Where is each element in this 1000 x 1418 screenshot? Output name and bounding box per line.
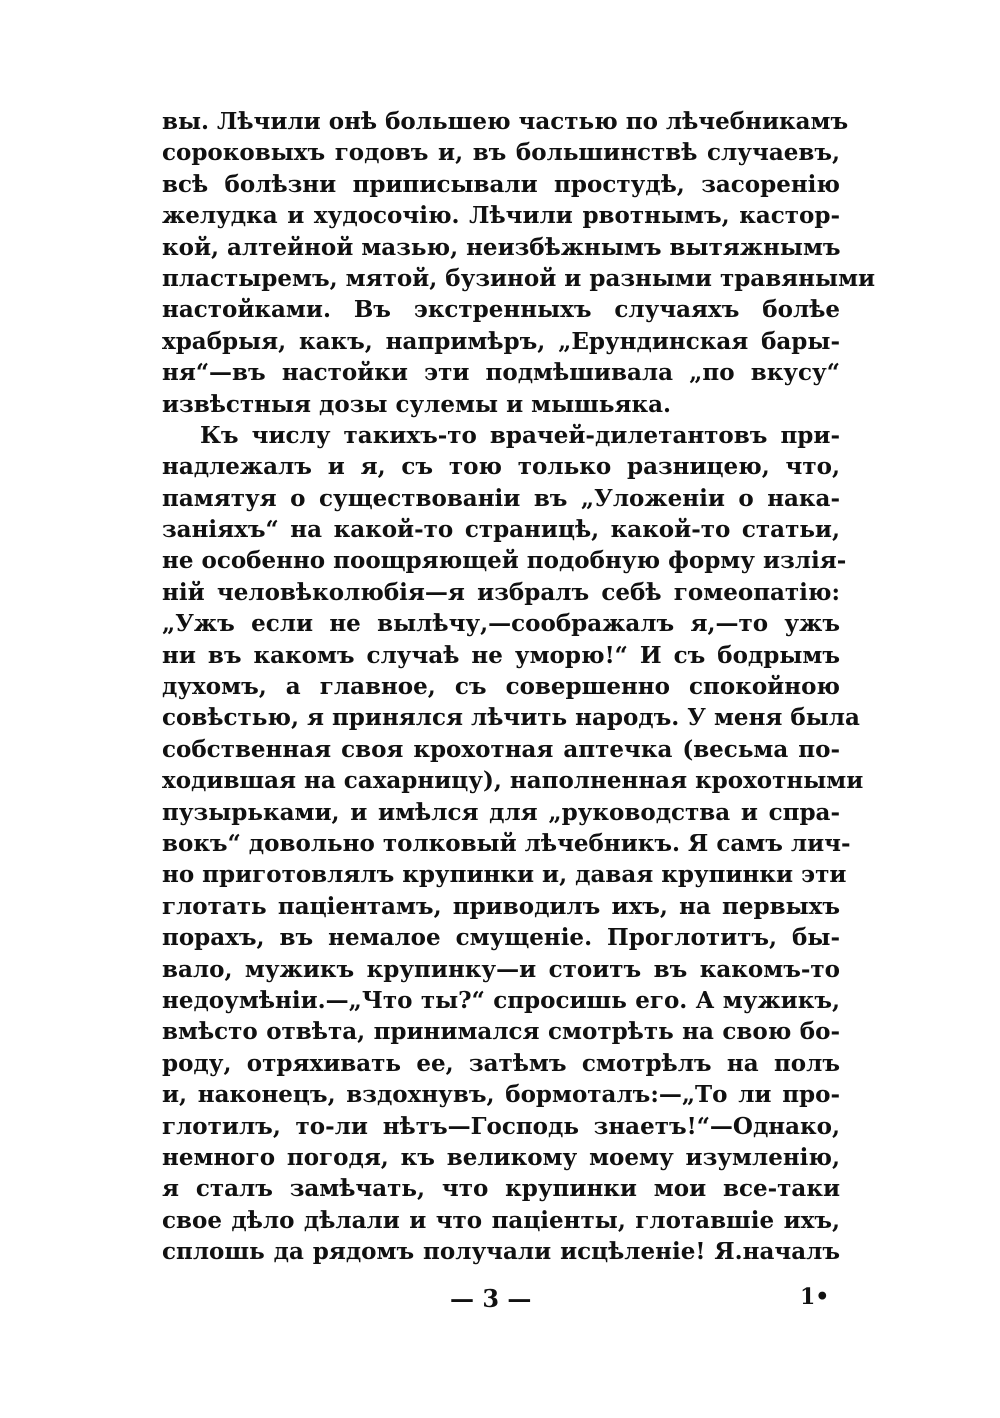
text-line: настойками. Въ экстренныхъ случаяхъ болѣе bbox=[162, 296, 840, 324]
page-footer bbox=[162, 1284, 840, 1318]
text-line: вало, мужикъ крупинку—и стоитъ въ какомъ-то bbox=[162, 955, 840, 983]
text-line: храбрыя, какъ, напримѣръ, „Ерундинская бары- bbox=[162, 327, 840, 355]
text-line: сороковыхъ годовъ и, въ большинствѣ случаевъ, bbox=[162, 139, 840, 167]
text-line: не особенно поощряющей подобную форму излія- bbox=[162, 547, 847, 575]
text-line: совѣстью, я принялся лѣчить народъ. У меня была bbox=[162, 704, 860, 732]
text-line: желудка и худосочію. Лѣчили рвотнымъ, кастор- bbox=[162, 202, 840, 230]
paragraph-2 bbox=[162, 420, 864, 1268]
text-line: заніяхъ“ на какой-то страницѣ, какой-то статьи, bbox=[162, 516, 840, 544]
text-line: ня“—въ настойки эти подмѣшивала „по вкусу“ bbox=[162, 359, 840, 387]
text-line: недоумѣніи.—„Что ты?“ спросишь его. А мужикъ, bbox=[162, 986, 840, 1014]
text-line: вокъ“ довольно толковый лѣчебникъ. Я самъ лич- bbox=[162, 829, 851, 857]
text-line: немного погодя, къ великому моему изумленію, bbox=[162, 1143, 840, 1171]
text-line: пузырьками, и имѣлся для „руководства и спра- bbox=[162, 798, 840, 826]
text-line: глотать паціентамъ, приводилъ ихъ, на первыхъ bbox=[162, 892, 840, 920]
text-line: вы. Лѣчили онѣ большею частью по лѣчебникамъ bbox=[162, 108, 849, 135]
text-line: и, наконецъ, вздохнувъ, бормоталъ:—„То ли про- bbox=[162, 1081, 840, 1109]
text-line: надлежалъ и я, съ тою только разницею, что, bbox=[162, 453, 840, 481]
text-line: пластыремъ, мятой, бузиной и разными травяными bbox=[162, 264, 876, 292]
text-line: кой, алтейной мазью, неизбѣжнымъ вытяжнымъ bbox=[162, 233, 841, 261]
text-line: духомъ, а главное, съ совершенно спокойною bbox=[162, 673, 840, 701]
text-line: сплошь да рядомъ получали исцѣленіе! Я.началъ bbox=[162, 1238, 840, 1266]
text-line: я сталъ замѣчать, что крупинки мои все-таки bbox=[162, 1175, 840, 1203]
text-line: собственная своя крохотная аптечка (весьма по- bbox=[162, 735, 840, 763]
text-line: „Ужъ если не вылѣчу,—соображалъ я,—то ужъ bbox=[162, 610, 840, 638]
text-line: всѣ болѣзни приписывали простудѣ, засоренію bbox=[162, 170, 840, 198]
text-line: ній человѣколюбія—я избралъ себѣ гомеопатію: bbox=[162, 578, 840, 606]
text-line: роду, отряхивать ее, затѣмъ смотрѣлъ на полъ bbox=[162, 1049, 840, 1077]
text-line: но приготовлялъ крупинки и, давая крупинки эти bbox=[162, 861, 847, 889]
text-line: порахъ, въ немалое смущеніе. Проглотитъ, бы- bbox=[162, 924, 840, 952]
body-text bbox=[162, 106, 876, 1267]
text-line: вмѣсто отвѣта, принимался смотрѣть на свою бо- bbox=[162, 1018, 840, 1046]
text-line: Къ числу такихъ-то врачей-дилетантовъ при- bbox=[200, 421, 840, 449]
text-line: свое дѣло дѣлали и что паціенты, глотавшіе ихъ, bbox=[162, 1206, 840, 1234]
text-line: ходившая на сахарницу), наполненная крохотными bbox=[162, 767, 864, 795]
signature-mark: 1• bbox=[800, 1284, 830, 1310]
text-line: ни въ какомъ случаѣ не уморю!“ И съ бодрымъ bbox=[162, 641, 840, 669]
paragraph-1 bbox=[162, 106, 876, 420]
text-line: извѣстныя дозы сулемы и мышьяка. bbox=[162, 390, 672, 418]
page-number: — 3 — bbox=[450, 1284, 532, 1313]
text-line: глотилъ, то-ли нѣтъ—Господь знаетъ!“—Однако, bbox=[162, 1112, 840, 1140]
text-line: памятуя о существованіи въ „Уложеніи о нака- bbox=[162, 484, 840, 512]
